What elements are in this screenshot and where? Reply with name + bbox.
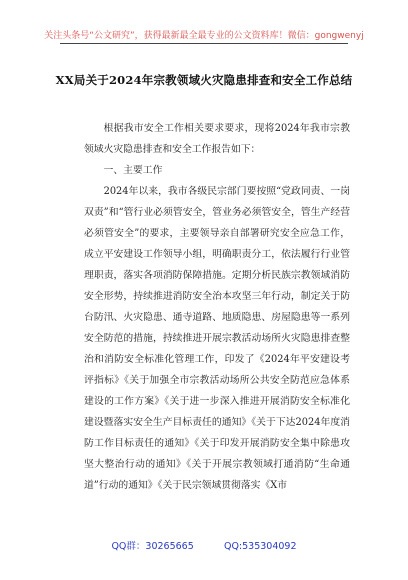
- footer-qq: QQ:535304092: [223, 541, 297, 552]
- body-paragraph: 2024年以来，我市各级民宗部门要按照“党政同责、一岗双责”和“管行业必须管安全，管业务必须管安全，管生产经营必须管安全”的要求，主要领导亲自部署研究安全应急工作，成立平安建设工作领导小组，明确职责分工，依法履行行业管理职责，落实各项消防保障措施。定期分析民族宗教领域消防安全形势，持续推进消防安全治本攻坚三年行动，制定关于防台防汛、火灾隐患、通寺道路、地质隐患、房屋隐患等一系列安全防范的措施，持续推进开展宗教活动场所火灾隐患排查整治和消防安全标准化管理工作，印发了《2024年平安建设考评指标》《关于加强全市宗教活动场所公共安全防范应急体系建设的工作方案》《关于进一步深入推进开展消防安全标准化建设暨落实安全生产目标责任的通知》《关于下达2024年度消防工作目标责任的通知》《关于印发开展消防安全集中除患攻坚大整治行动的通知》《关于开展宗教领域打通消防“生命通道”行动的通知》《关于民宗领域贯彻落实《X市: [84, 186, 350, 491]
- footer-qq-group: QQ群：30265665: [111, 541, 194, 552]
- document-body: [84, 118, 350, 496]
- section-heading: 一、主要工作: [103, 165, 163, 176]
- intro-paragraph: 根据我市安全工作相关要求要求，现将2024年我市宗教领域火灾隐患排查和安全工作报告如下：: [84, 123, 350, 155]
- header-banner: 关注头条号“公文研究”，获得最新最全最专业的公文资料库！微信：gongwenyj: [44, 31, 364, 41]
- footer-contact: [0, 538, 408, 552]
- document-title: XX局关于2024年宗教领域火灾隐患排查和安全工作总结: [55, 73, 353, 87]
- header-divider: [60, 43, 348, 44]
